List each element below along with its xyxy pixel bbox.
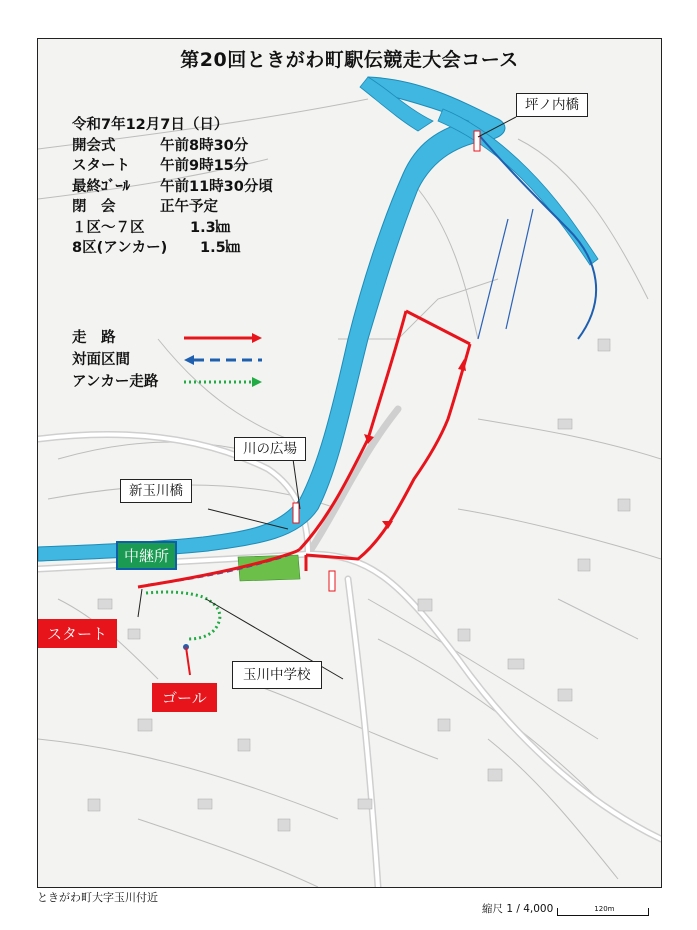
map-legend <box>72 327 262 393</box>
legend-item-anchor <box>72 371 262 393</box>
course-map <box>37 38 662 888</box>
info-key: 閉 会 <box>72 199 116 215</box>
info-value: 午前9時15分 <box>160 158 249 174</box>
info-row <box>72 156 273 177</box>
info-date-row <box>72 115 273 136</box>
event-info <box>72 115 273 259</box>
info-row <box>72 136 273 157</box>
legend-label: アンカー走路 <box>72 374 159 390</box>
info-value: 1.3㎞ <box>190 219 231 236</box>
legend-item-counter <box>72 349 262 371</box>
callout-tsubonouchi-bridge: 坪ノ内橋 <box>516 93 588 117</box>
location-note: ときがわ町大字玉川付近 <box>37 891 158 904</box>
callout-river-plaza: 川の広場 <box>234 437 306 461</box>
solid-arrow-icon <box>184 332 262 344</box>
scale-bar-label: 120m <box>594 905 615 913</box>
dotted-arrow-icon <box>184 376 262 388</box>
info-key: 最終ｺﾞｰﾙ <box>72 178 130 195</box>
info-date: 令和7年12月7日（日） <box>72 117 229 133</box>
info-key: １区～７区 <box>72 219 145 236</box>
scale-indicator <box>482 901 649 916</box>
dashed-arrow-icon <box>184 354 262 366</box>
info-value: 正午予定 <box>160 199 218 215</box>
info-value: 1.5㎞ <box>200 240 241 256</box>
map-title: 第20回ときがわ町駅伝競走大会コース <box>180 49 519 71</box>
route-arrows <box>364 359 466 529</box>
info-key: スタート <box>72 158 130 174</box>
callout-shintamagawa-bridge: 新玉川橋 <box>120 479 192 503</box>
info-row <box>72 238 273 259</box>
anchor-route <box>146 592 220 639</box>
info-row <box>72 177 273 198</box>
scale-bar <box>557 905 649 916</box>
callout-tamagawa-junior-high: 玉川中学校 <box>232 661 322 689</box>
legend-item-route <box>72 327 262 349</box>
info-key: 8区(アンカー) <box>72 240 168 256</box>
info-row <box>72 218 273 239</box>
river-channel <box>438 109 598 265</box>
info-value: 午前8時30分 <box>160 137 249 154</box>
info-row <box>72 197 273 218</box>
info-value: 午前11時30分頃 <box>160 178 273 195</box>
info-key: 開会式 <box>72 137 116 154</box>
field-lines <box>478 209 533 339</box>
relay-point-label: 中継所 <box>116 541 177 570</box>
scale-text: 縮尺 1 / 4,000 <box>482 903 554 915</box>
legend-label: 対面区間 <box>72 352 130 368</box>
start-label: スタート <box>37 619 117 648</box>
goal-flag <box>186 647 190 675</box>
legend-label: 走 路 <box>72 330 116 346</box>
goal-label: ゴール <box>152 683 217 712</box>
